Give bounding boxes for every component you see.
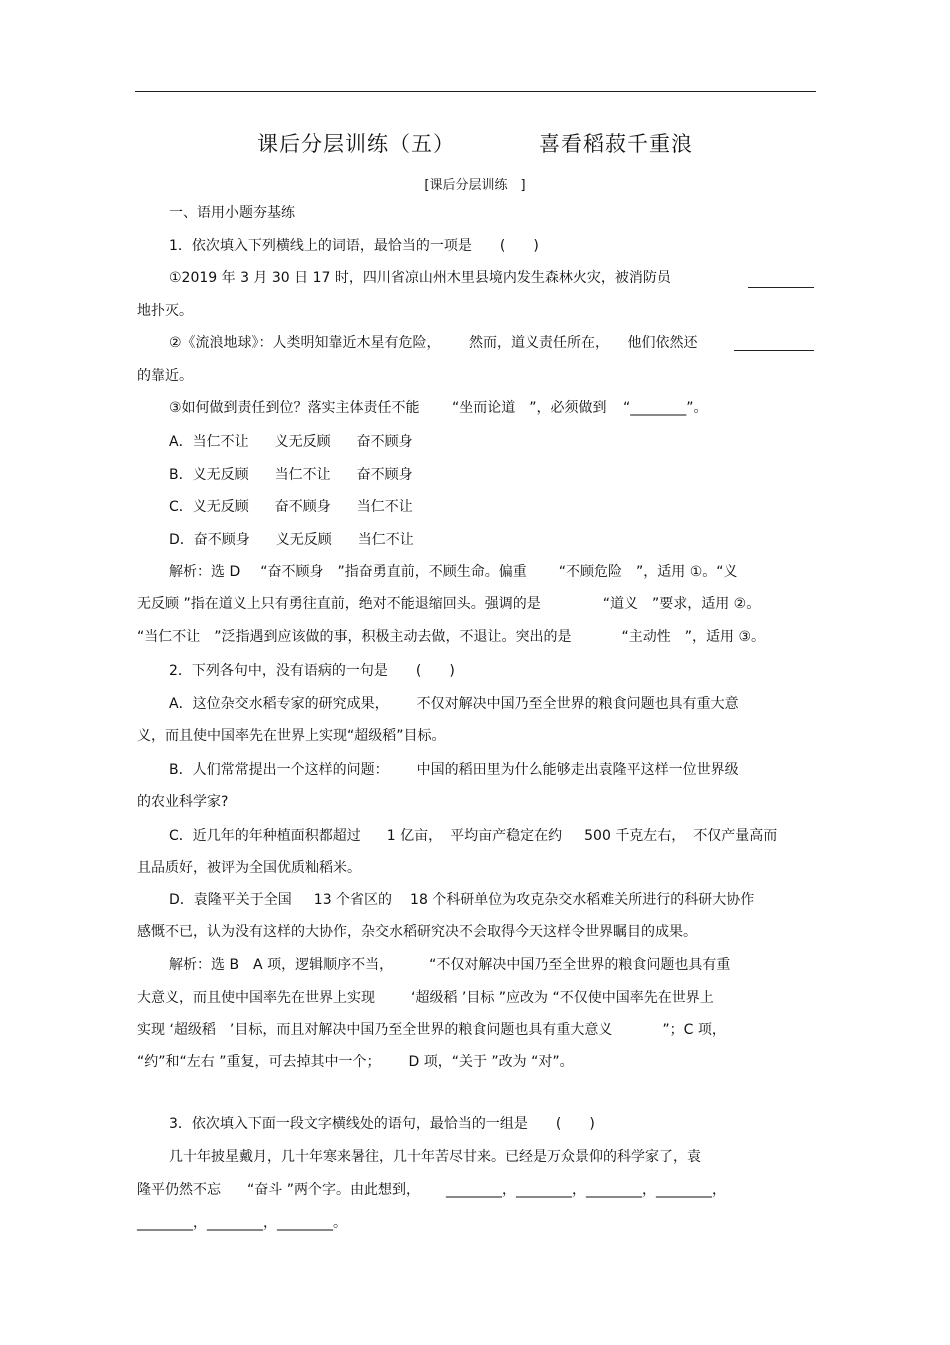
option-b-2: 当仁不让 <box>274 467 331 483</box>
page-subtitle: [课后分层训练 ] <box>424 178 526 193</box>
q1-stem: 1．依次填入下列横线上的词语，最恰当的一项是 ( ) <box>169 238 539 254</box>
q3-p2-blanks: ________，________，________，________， <box>445 1182 726 1198</box>
q2-c1-part1: C．近几年的年种植面积都超过 <box>169 828 361 844</box>
title-main: 课后分层训练（五） <box>257 132 455 156</box>
q2-a2-text1: 大意义，而且使中国率先在世界上实现 <box>137 990 375 1006</box>
q2-d1-part1: D．袁隆平关于全国 <box>169 892 292 908</box>
top-rule <box>135 91 816 92</box>
q2-c1-part3: 平均亩产稳定在约 <box>450 828 563 844</box>
q3-stem: 3．依次填入下面一段文字横线处的语句，最恰当的一组是 ( ) <box>169 1116 595 1132</box>
q2-c1-part2: 1 亿亩， <box>386 828 443 844</box>
q2-b1-part2: 中国的稻田里为什么能够走出袁隆平这样一位世界级 <box>416 762 739 778</box>
q1-a2-part1: 无反顾 ”指在道义上只有勇往直前，绝对不能退缩回头。强调的是 <box>137 596 541 612</box>
q2-c1-part5: 不仅产量高而 <box>693 828 778 844</box>
q1-a2-part2: “道义 ”要求，适用 ②。 <box>602 596 761 612</box>
page-title <box>0 128 950 158</box>
q2-option-b-line2: 的农业科学家? <box>137 794 229 810</box>
q2-d1-part3: 18 个科研单位为攻克杂交水稻难关所进行的科研大协作 <box>410 892 755 908</box>
q1-analysis-line3 <box>137 627 765 647</box>
q2-a1-part1: A．这位杂交水稻专家的研究成果， <box>169 696 389 712</box>
q1-analysis-line2 <box>137 594 760 614</box>
q2-analysis-line1 <box>169 955 730 975</box>
q2-option-d-line1 <box>169 890 754 910</box>
q2-option-c-line1 <box>169 826 777 846</box>
q1-sentence1: ①2019 年 3 月 30 日 17 时，四川省凉山州木里县境内发生森林火灾，被消防员 <box>169 270 671 286</box>
q3-para-line2 <box>137 1180 726 1200</box>
q2-a4-text2: D 项，“关于 ”改为 “对”。 <box>408 1054 574 1070</box>
q3-p2-part2: “奋斗 ”两个字。由此想到， <box>247 1182 420 1198</box>
q3-para-line1: 几十年披星戴月，几十年寒来暑往，几十年苦尽甘来。已经是万众景仰的科学家了，袁 <box>169 1149 701 1165</box>
q1-option-c <box>169 497 413 517</box>
q2-analysis-line2 <box>137 988 714 1008</box>
q2-stem: 2．下列各句中，没有语病的一句是 ( ) <box>169 663 455 679</box>
q1-a1-part1: 解析：选 D <box>169 564 241 580</box>
q2-a3-text2: ”；C 项， <box>662 1022 726 1038</box>
option-c-3: 当仁不让 <box>356 499 413 515</box>
option-b-1: B．义无反顾 <box>169 467 249 483</box>
q1-analysis-line1 <box>169 562 738 582</box>
option-a-2: 义无反顾 <box>274 434 331 450</box>
q1-option-b <box>169 465 413 485</box>
option-d-3: 当仁不让 <box>357 532 414 548</box>
q1-blank-2 <box>734 350 814 351</box>
q2-option-d-line2: 感慨不已，认为没有这样的大协作，杂交水稻研究决不会取得今天这样令世界瞩目的成果。 <box>137 924 697 940</box>
option-c-1: C．义无反顾 <box>169 499 249 515</box>
q1-a3-part1: “当仁不让 ”泛指遇到应该做的事，积极主动去做，不退让。突出的是 <box>137 629 572 645</box>
q2-analysis-line3 <box>137 1020 726 1040</box>
q3-para-line3: ________，________，________。 <box>137 1215 347 1231</box>
section-heading: 一、语用小题夯基练 <box>169 205 295 221</box>
q1-a1-part2: “奋不顾身 ”指奋勇直前，不顾生命。偏重 <box>260 564 527 580</box>
q2-a4-text1: “约”和“左右 ”重复，可去掉其中一个； <box>137 1054 381 1070</box>
q1-blank-1 <box>748 287 814 288</box>
q1-sentence1-cont: 地扑灭。 <box>137 303 193 319</box>
q2-a3-text1: 实现 ‘超级稻 ’目标，而且对解决中国乃至全世界的粮食问题也具有重大意义 <box>137 1022 613 1038</box>
q1-option-a <box>169 432 413 452</box>
option-d-2: 义无反顾 <box>275 532 332 548</box>
q1-a1-part3: “不顾危险 ”，适用 ①。“义 <box>558 564 738 580</box>
q1-sentence2 <box>169 333 697 353</box>
option-a-1: A．当仁不让 <box>169 434 249 450</box>
q1-a3-part2: “主动性 ”，适用 ③。 <box>621 629 766 645</box>
q3-p2-part1: 隆平仍然不忘 <box>137 1182 221 1198</box>
q1-s3-part3: “________”。 <box>622 400 708 416</box>
q2-a2-text2: ‘超级稻 ’目标 ”应改为 “不仅使中国率先在世界上 <box>411 990 714 1006</box>
q1-s3-part2: “坐而论道 ”，必须做到 <box>452 400 607 416</box>
q2-a1-text2: “不仅对解决中国乃至全世界的粮食问题也具有重 <box>429 957 731 973</box>
q1-option-d <box>169 530 414 550</box>
option-c-2: 奋不顾身 <box>274 499 331 515</box>
q2-option-b-line1 <box>169 760 739 780</box>
q1-s2-part2: 然而，道义责任所在， <box>469 335 610 351</box>
q2-b1-part1: B．人们常常提出一个这样的问题： <box>169 762 389 778</box>
q2-a1-text1: 解析：选 B A 项，逻辑顺序不当， <box>169 957 394 973</box>
option-a-3: 奋不顾身 <box>356 434 413 450</box>
title-sub: 喜看稻菽千重浪 <box>539 132 693 156</box>
q2-option-a-line2: 义，而且使中国率先在世界上实现“超级稻”目标。 <box>137 728 446 744</box>
q1-sentence2-cont: 的靠近。 <box>137 368 193 384</box>
q2-c1-part4: 500 千克左右， <box>584 828 686 844</box>
q1-sentence3 <box>169 398 708 418</box>
q2-analysis-line4 <box>137 1052 574 1072</box>
q2-a1-part2: 不仅对解决中国乃至全世界的粮食问题也具有重大意 <box>416 696 739 712</box>
q1-s2-part1: ②《流浪地球》：人类明知靠近木星有危险， <box>169 335 441 351</box>
option-d-1: D．奋不顾身 <box>169 532 250 548</box>
q1-s2-part3: 他们依然还 <box>627 335 698 351</box>
q2-d1-part2: 13 个省区的 <box>313 892 393 908</box>
q2-option-c-line2: 且品质好，被评为全国优质籼稻米。 <box>137 860 361 876</box>
q1-s3-part1: ③如何做到责任到位？落实主体责任不能 <box>169 400 420 416</box>
q2-option-a-line1 <box>169 694 739 714</box>
option-b-3: 奋不顾身 <box>356 467 413 483</box>
